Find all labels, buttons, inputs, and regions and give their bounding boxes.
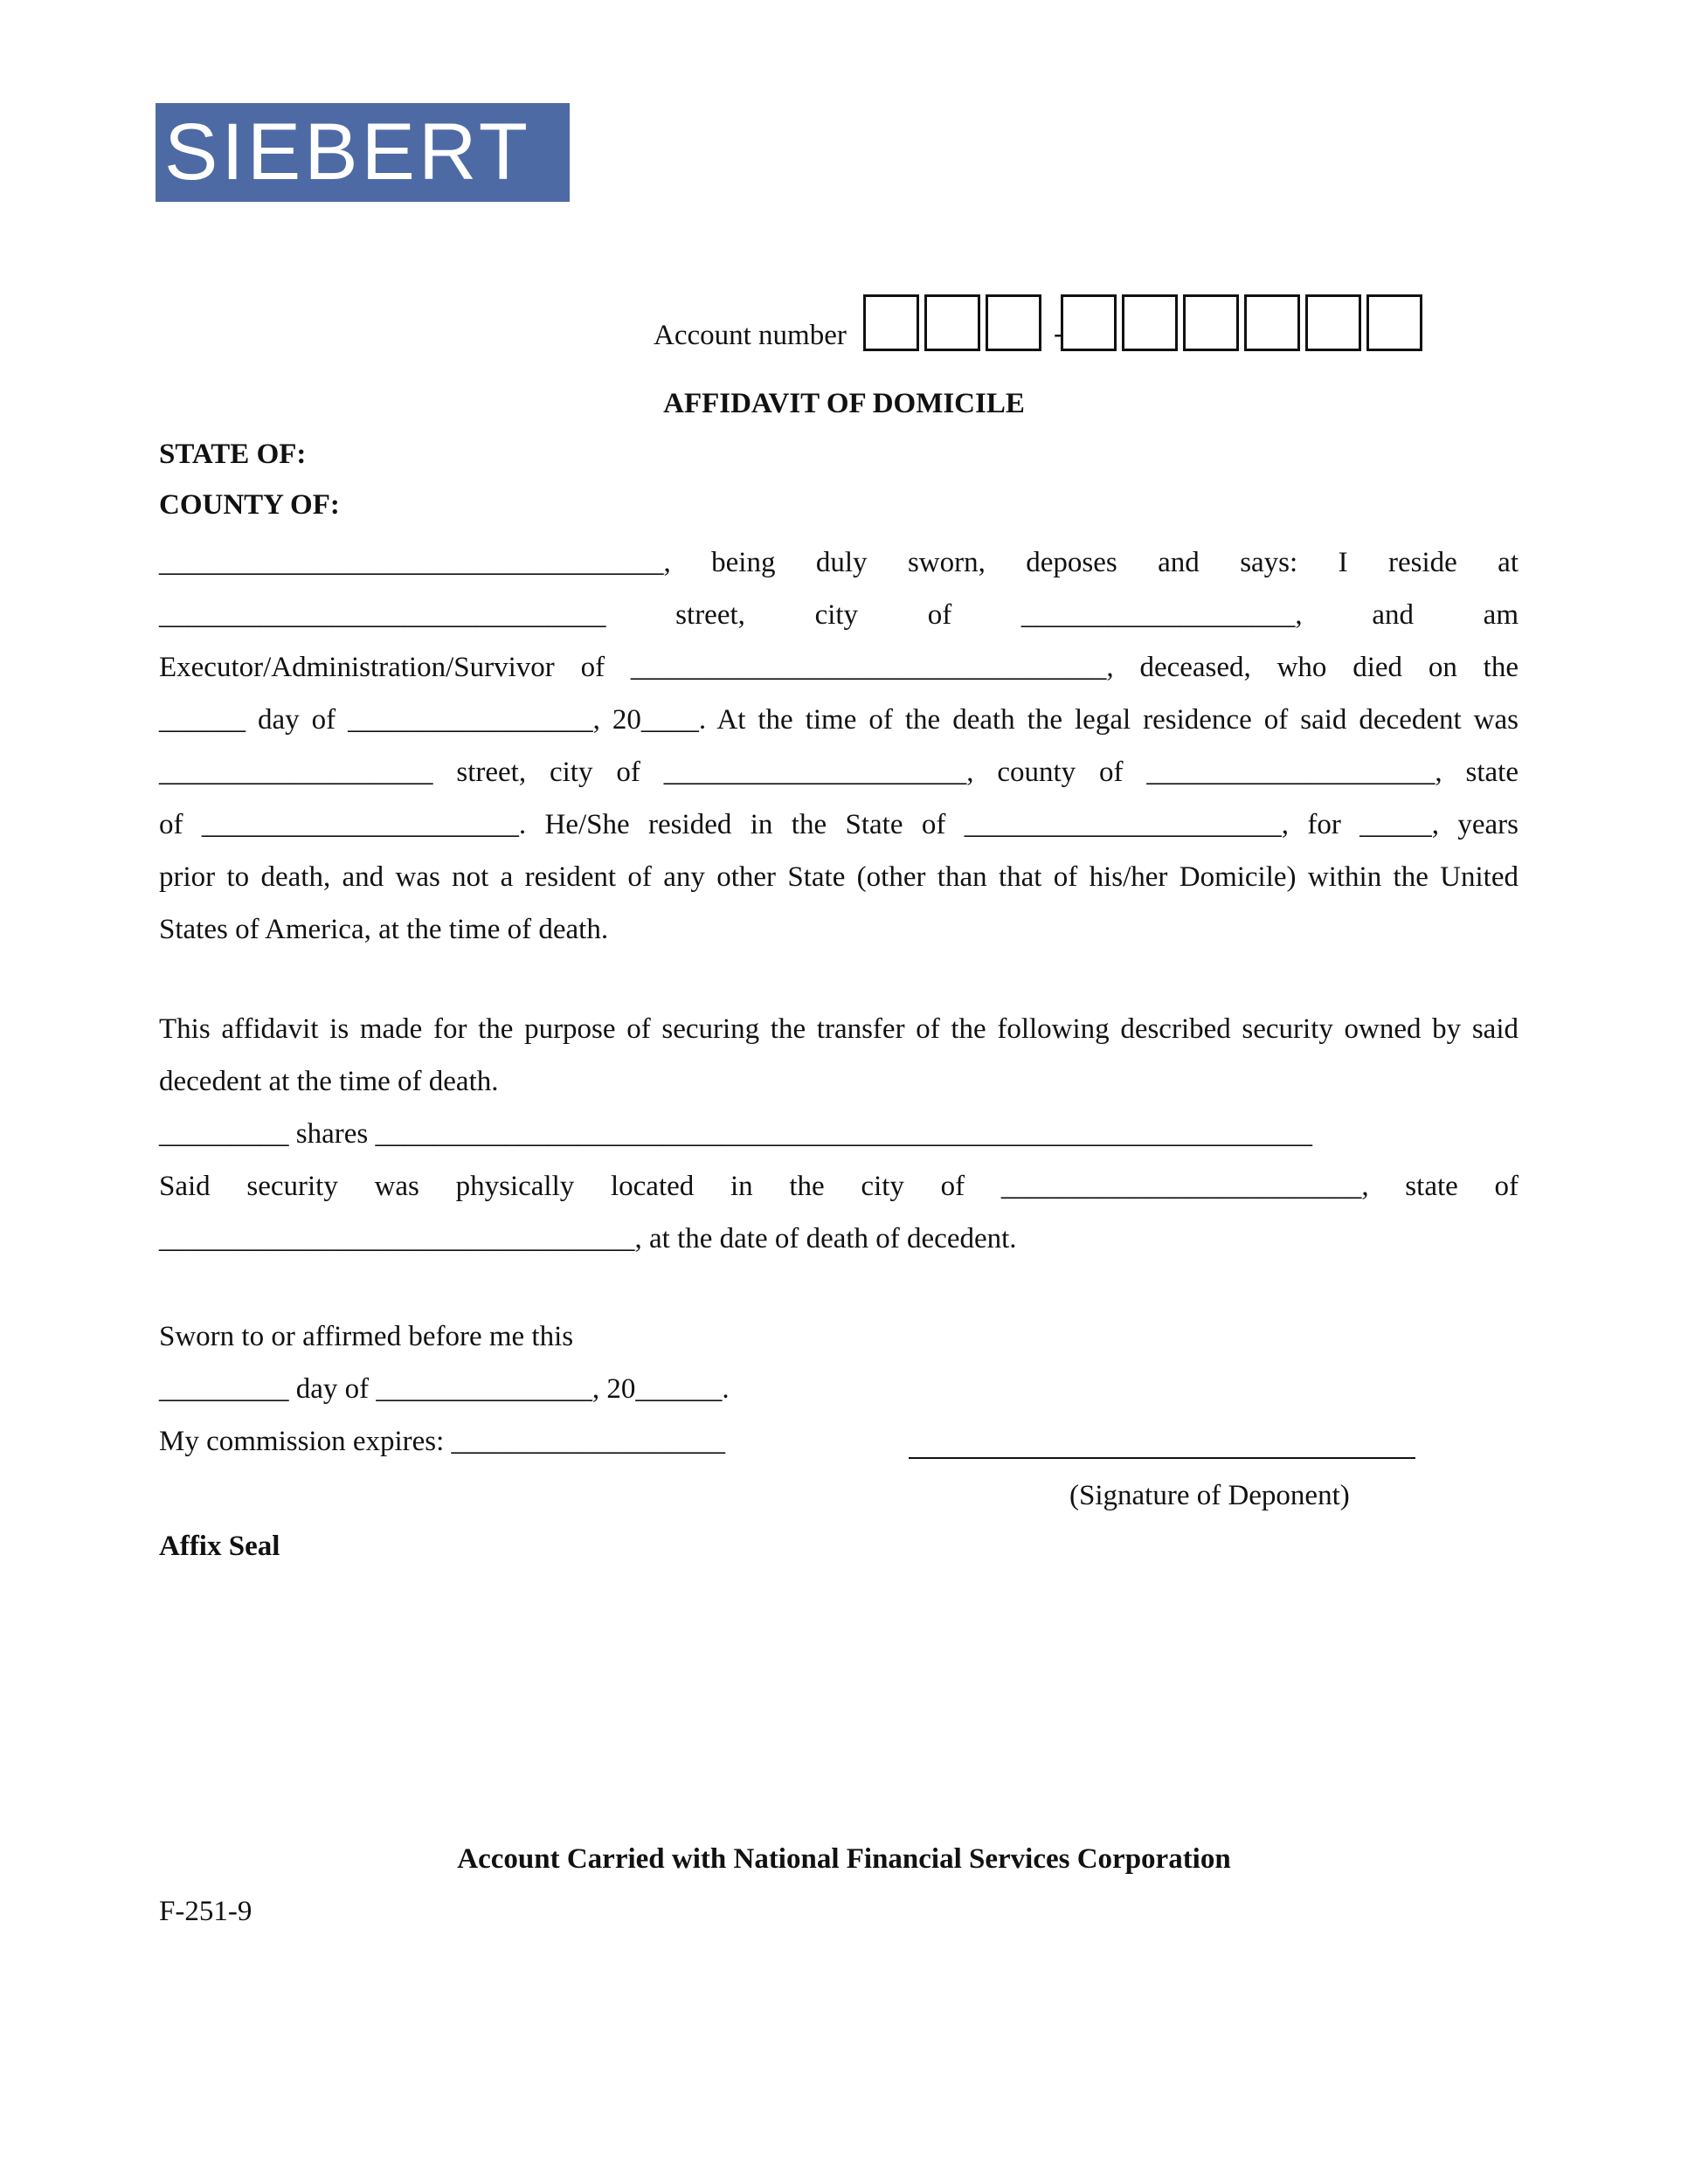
account-digit-box[interactable] (986, 294, 1041, 351)
signature-line[interactable] (909, 1457, 1415, 1459)
affix-seal-label: Affix Seal (159, 1531, 280, 1562)
body-line: States of America, at the time of death. (159, 914, 609, 945)
form-number: F-251-9 (159, 1896, 253, 1927)
account-digit-box[interactable] (1122, 294, 1178, 351)
notary-section (159, 1310, 1519, 1468)
sworn-line: Sworn to or affirmed before me this (159, 1321, 574, 1352)
body-line[interactable]: Executor/Administration/Survivor of _________________________________, deceased, who died on the (159, 652, 1519, 683)
purpose-line: This affidavit is made for the purpose of securing the transfer of the following described security owned by said (159, 1013, 1519, 1045)
state-label: STATE OF: (159, 439, 307, 470)
footer-text: Account Carried with National Financial Services Corporation (457, 1843, 1231, 1875)
account-digit-box[interactable] (1244, 294, 1300, 351)
body-line[interactable]: ___________________ street, city of _____________________, county of ____________________, state (159, 757, 1519, 788)
purpose-line: decedent at the time of death. (159, 1066, 499, 1097)
siebert-logo (156, 103, 570, 202)
signature-caption: (Signature of Deponent) (1069, 1480, 1350, 1511)
account-number-label: Account number (654, 320, 847, 351)
affidavit-body (159, 536, 1519, 956)
purpose-section (159, 1003, 1519, 1265)
body-line: prior to death, and was not a resident of any other State (other than that of his/her Domicile) within the United (159, 861, 1519, 893)
account-separator: - (1054, 318, 1063, 349)
logo-text: SIEBERT (164, 107, 531, 197)
body-line[interactable]: _______________________________ street, city of ___________________, and am (159, 599, 1519, 631)
account-digit-box[interactable] (1366, 294, 1422, 351)
commission-expires-line[interactable]: My commission expires: ___________________ (159, 1426, 726, 1457)
body-line[interactable]: ___________________________________, being duly sworn, deposes and says: I reside at (159, 547, 1519, 578)
body-line[interactable]: ______ day of _________________, 20____. At the time of the death the legal residence of said decedent was (159, 704, 1519, 736)
shares-line[interactable]: _________ shares _________________________________________________________________ (159, 1118, 1312, 1150)
body-line[interactable]: of ______________________. He/She resided in the State of ______________________, for _____, years (159, 809, 1519, 840)
sworn-date-line[interactable]: _________ day of _______________, 20______. (159, 1373, 730, 1405)
account-digit-box[interactable] (1183, 294, 1239, 351)
account-digit-box[interactable] (1305, 294, 1361, 351)
purpose-line[interactable]: _________________________________, at the date of death of decedent. (159, 1223, 1017, 1254)
account-digit-box[interactable] (924, 294, 980, 351)
document-title: AFFIDAVIT OF DOMICILE (663, 388, 1025, 419)
account-digit-box[interactable] (863, 294, 919, 351)
security-location-line[interactable]: Said security was physically located in the city of _________________________, state of (159, 1171, 1519, 1202)
account-digit-box[interactable] (1061, 294, 1117, 351)
county-label: COUNTY OF: (159, 489, 340, 521)
